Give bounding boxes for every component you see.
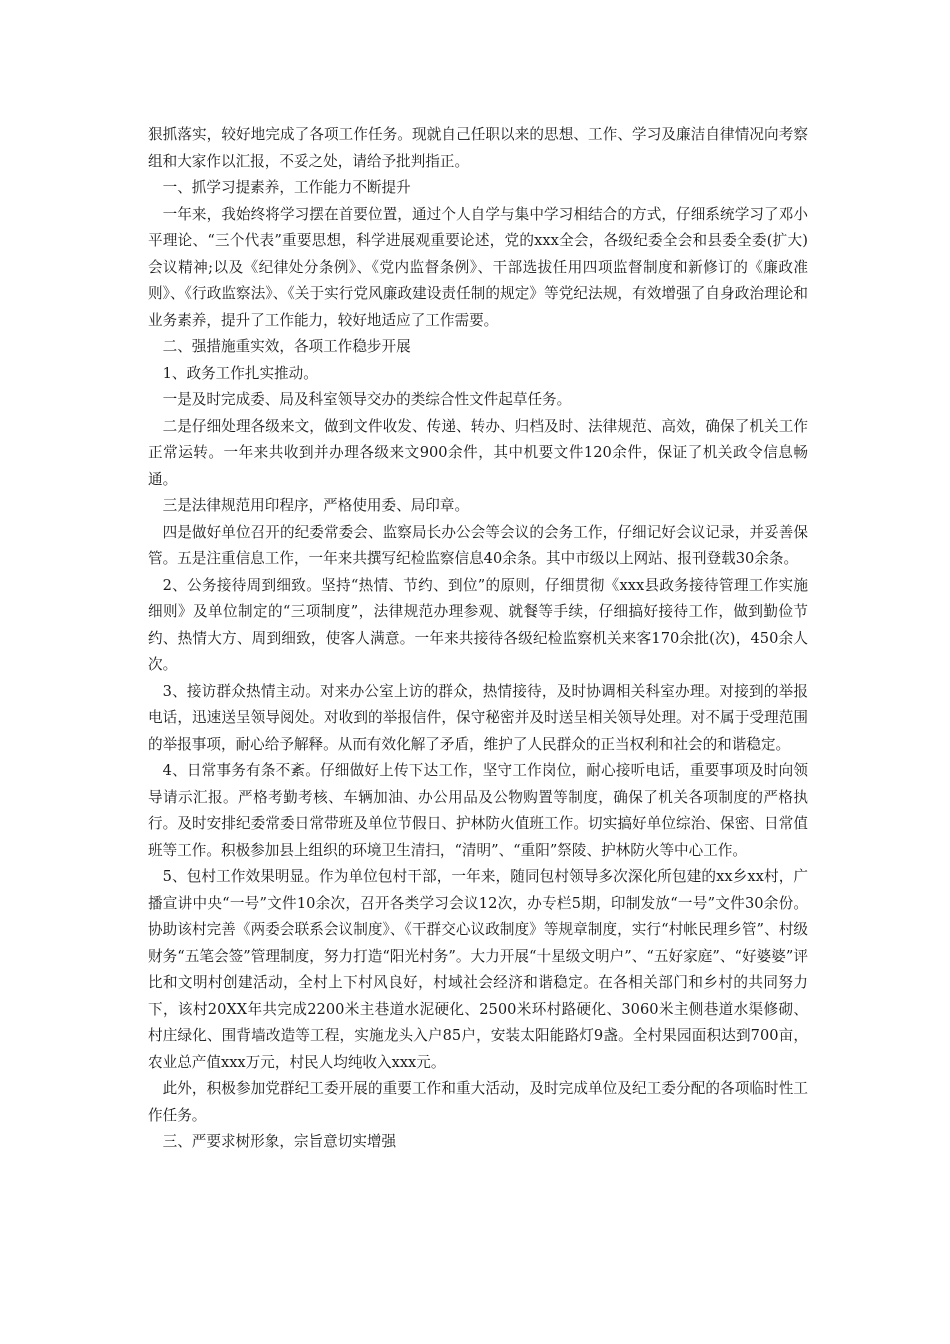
paragraph-item-3: 三是法律规范用印程序，严格使用委、局印章。 xyxy=(162,497,470,514)
paragraph-village-work: 5、包村工作效果明显。作为单位包村干部，一年来，随同包村领导多次深化所包建的xx乡xx村，广播宣讲中央“一号”文件10余次，召开各类学习会议12次，办专栏5期，印制发放“一号”文件30余份。协助该村完善《两委会联系会议制度》、《干群交心议政制度》等规章制度，实行“村帐民理乡管”、村级财务“五笔会签”管理制度，努力打造“阳光村务”。大力开展“十星级文明户”、“五好家庭”、“好婆婆”评比和文明村创建活动，全村上下村风良好，村域社会经济和谐稳定。在各相关部门和乡村的共同努力下，该村20XX年共完成2200米主巷道水泥硬化、2500米环村路硬化、3060米主侧巷道水渠修砌、村庄绿化、围背墙改造等工程，实施龙头入户85户，安装太阳能路灯9盏。全村果园面积达到700亩，农业总产值xxx万元，村民人均纯收入xxx元。 xyxy=(148,868,808,1071)
paragraph-item-1: 一是及时完成委、局及科室领导交办的类综合性文件起草任务。 xyxy=(162,391,572,408)
paragraph-intro-continuation: 狠抓落实，较好地完成了各项工作任务。现就自己任职以来的思想、工作、学习及廉洁自律情况向考察组和大家作以汇报，不妥之处，请给予批判指正。 xyxy=(148,126,808,170)
paragraph-petitions: 3、接访群众热情主动。对来办公室上访的群众，热情接待，及时协调相关科室办理。对接到的举报电话，迅速送呈领导阅处。对收到的举报信件，保守秘密并及时送呈相关领导处理。对不属于受理范围的举报事项，耐心给予解释。从而有效化解了矛盾，维护了人民群众的正当权利和社会的和谐稳定。 xyxy=(148,682,808,753)
section-heading-1: 一、抓学习提素养，工作能力不断提升 xyxy=(162,179,411,196)
paragraph-study: 一年来，我始终将学习摆在首要位置，通过个人自学与集中学习相结合的方式，仔细系统学习了邓小平理论、“三个代表”重要思想，科学进展观重要论述，党的xxx全会，各级纪委全会和县委全委(扩大)会议精神;以及《纪律处分条例》、《党内监督条例》、干部选拔任用四项监督制度和新修订的《廉政准则》、《行政监察法》、《关于实行党风廉政建设责任制的规定》等党纪法规，有效增强了自身政治理论和业务素养，提升了工作能力，较好地适应了工作需要。 xyxy=(148,205,808,329)
paragraph-item-2: 二是仔细处理各级来文，做到文件收发、传递、转办、归档及时、法律规范、高效，确保了机关工作正常运转。一年来共收到并办理各级来文900余件，其中机要文件120余件，保证了机关政令信息畅通。 xyxy=(148,417,808,488)
section-heading-3: 三、严要求树形象，宗旨意切实增强 xyxy=(162,1133,397,1150)
section-heading-2: 二、强措施重实效，各项工作稳步开展 xyxy=(162,338,411,355)
paragraph-additional: 此外，积极参加党群纪工委开展的重要工作和重大活动，及时完成单位及纪工委分配的各项临时性工作任务。 xyxy=(148,1080,808,1124)
paragraph-item-4-5: 四是做好单位召开的纪委常委会、监察局长办公会等会议的会务工作，仔细记好会议记录，并妥善保管。五是注重信息工作，一年来共撰写纪检监察信息40余条。其中市级以上网站、报刊登载30余条。 xyxy=(148,523,808,567)
document-body xyxy=(148,122,808,1156)
paragraph-daily-affairs: 4、日常事务有条不紊。仔细做好上传下达工作，坚守工作岗位，耐心接听电话，重要事项及时向领导请示汇报。严格考勤考核、车辆加油、办公用品及公物购置等制度，确保了机关各项制度的严格执行。及时安排纪委常委日常带班及单位节假日、护林防火值班工作。切实搞好单位综治、保密、日常值班等工作。积极参加县上组织的环境卫生清扫，“清明”、“重阳”祭陵、护林防火等中心工作。 xyxy=(148,762,808,859)
paragraph-reception: 2、公务接待周到细致。坚持“热情、节约、到位”的原则，仔细贯彻《xxx县政务接待管理工作实施细则》及单位制定的“三项制度”，法律规范办理参观、就餐等手续，仔细搞好接待工作，做到勤俭节约、热情大方、周到细致，使客人满意。一年来共接待各级纪检监察机关来客170余批(次)，450余人次。 xyxy=(148,576,808,673)
subheading-government-affairs: 1、政务工作扎实推动。 xyxy=(162,364,318,382)
